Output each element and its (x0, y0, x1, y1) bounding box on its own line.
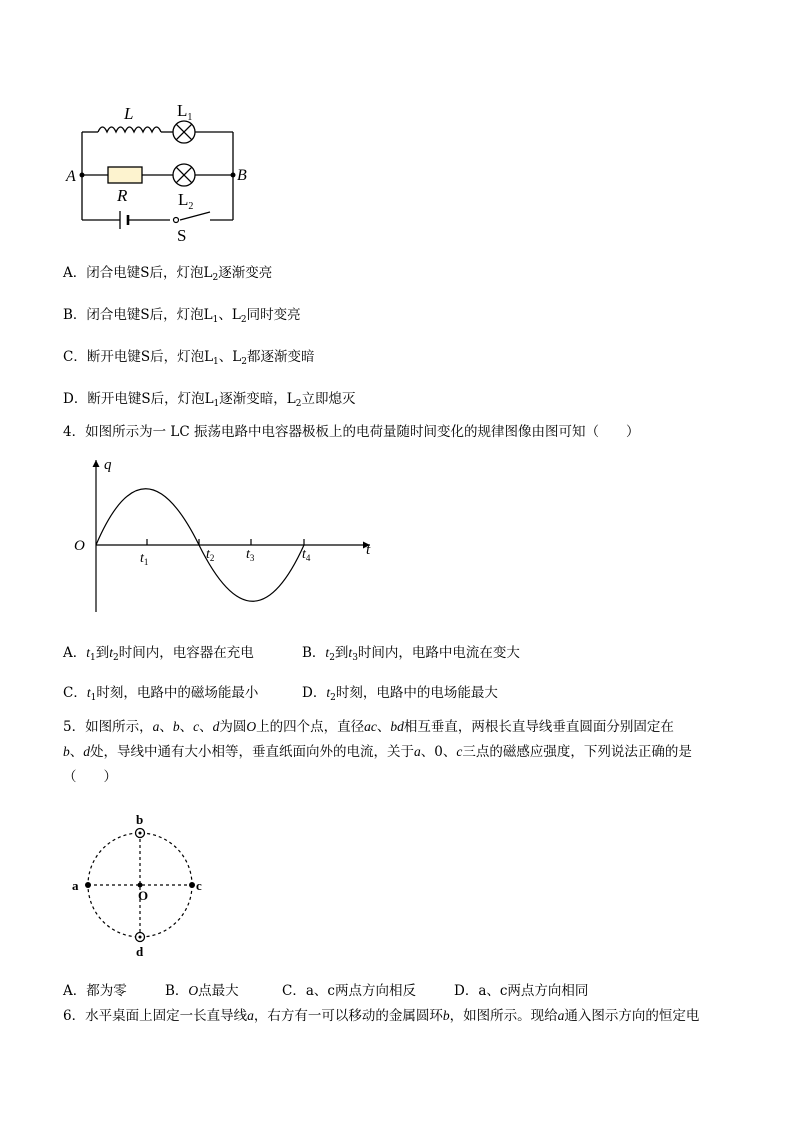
tick-t2: $t_2$ (206, 547, 215, 563)
resistor-icon (108, 167, 142, 183)
q3-option-b[interactable]: B．闭合电键S后，灯泡$L_1$、$L_2$同时变亮 (63, 307, 301, 325)
q4-option-a[interactable]: A．$t_1$到$t_2$时间内，电容器在充电 (63, 645, 254, 663)
battery-icon (120, 211, 128, 229)
node-a-dot (80, 173, 85, 178)
point-c-dot (189, 882, 195, 888)
inductor-label: L (124, 104, 134, 123)
y-axis-label: q (104, 457, 112, 473)
q3-option-d[interactable]: D．断开电键S后，灯泡$L_1$逐渐变暗，$L_2$立即熄灭 (63, 391, 356, 409)
wire-d-icon (136, 933, 145, 942)
q4-option-c[interactable]: C．$t_1$时刻，电路中的磁场能最小 (63, 685, 259, 703)
origin-label: O (74, 538, 85, 554)
circuit-diagram (60, 95, 260, 245)
q5-circle-figure (66, 810, 226, 960)
q3-option-a[interactable]: A．闭合电键S后，灯泡$L_2$逐渐变亮 (63, 265, 273, 283)
q4-stem: 4．如图所示为一 LC 振荡电路中电容器极板上的电荷量随时间变化的规律图像由图可知（ ） (63, 424, 640, 440)
q5-option-c[interactable]: C．a、c两点方向相反 (282, 983, 416, 999)
q6-stem: 6．水平桌面上固定一长直导线a，右方有一可以移动的金属圆环b，如图所示。现给a通入图示方向的恒定电 (63, 1008, 700, 1024)
q4-option-b[interactable]: B．$t_2$到$t_3$时间内，电路中电流在变大 (302, 645, 520, 663)
switch-label: S (177, 226, 187, 245)
q5-option-b[interactable]: B．O点最大 (165, 983, 239, 999)
tick-t4: $t_4$ (302, 547, 311, 563)
switch-contact-icon (174, 218, 179, 223)
lamp-2-icon (173, 164, 195, 186)
node-b-dot (231, 173, 236, 178)
q5-stem-line3: （ ） (63, 769, 117, 785)
lamp1-label: $L_1$ (177, 101, 193, 123)
q3-option-c[interactable]: C．断开电键S后，灯泡$L_1$、$L_2$都逐渐变暗 (63, 349, 315, 367)
q5-stem-line1: 5．如图所示，a、b、c、d为圆O上的四个点，直径ac、bd相互垂直，两根长直导线垂直圆面分别固定在 (63, 719, 674, 735)
lamp-1-icon (173, 121, 195, 143)
q5-stem-line2: b、d处，导线中通有大小相等，垂直纸面向外的电流，关于a、0、c三点的磁感应强度，下列说法正确的是 (63, 744, 692, 760)
label-b: b (136, 812, 144, 827)
lamp2-label: $L_2$ (178, 190, 194, 212)
label-o: O (138, 888, 149, 903)
label-d: d (136, 944, 144, 959)
inductor-coil (98, 127, 161, 132)
resistor-label: R (117, 186, 128, 205)
point-a-dot (85, 882, 91, 888)
q4-option-d[interactable]: D．$t_2$时刻，电路中的电场能最大 (302, 685, 498, 703)
x-axis-label: t (366, 542, 371, 558)
wire-b-icon (136, 829, 145, 838)
tick-t3: $t_3$ (246, 547, 255, 563)
point-o-dot (138, 883, 143, 888)
node-a-label: A (66, 168, 76, 185)
q5-option-d[interactable]: D．a、c两点方向相同 (454, 983, 589, 999)
label-c: c (196, 878, 202, 893)
tick-t1: $t_1$ (140, 551, 149, 567)
label-a: a (72, 878, 79, 893)
q4-charge-time-graph (70, 450, 390, 620)
node-b-label: B (237, 167, 247, 184)
q5-option-a[interactable]: A．都为零 (63, 983, 127, 999)
